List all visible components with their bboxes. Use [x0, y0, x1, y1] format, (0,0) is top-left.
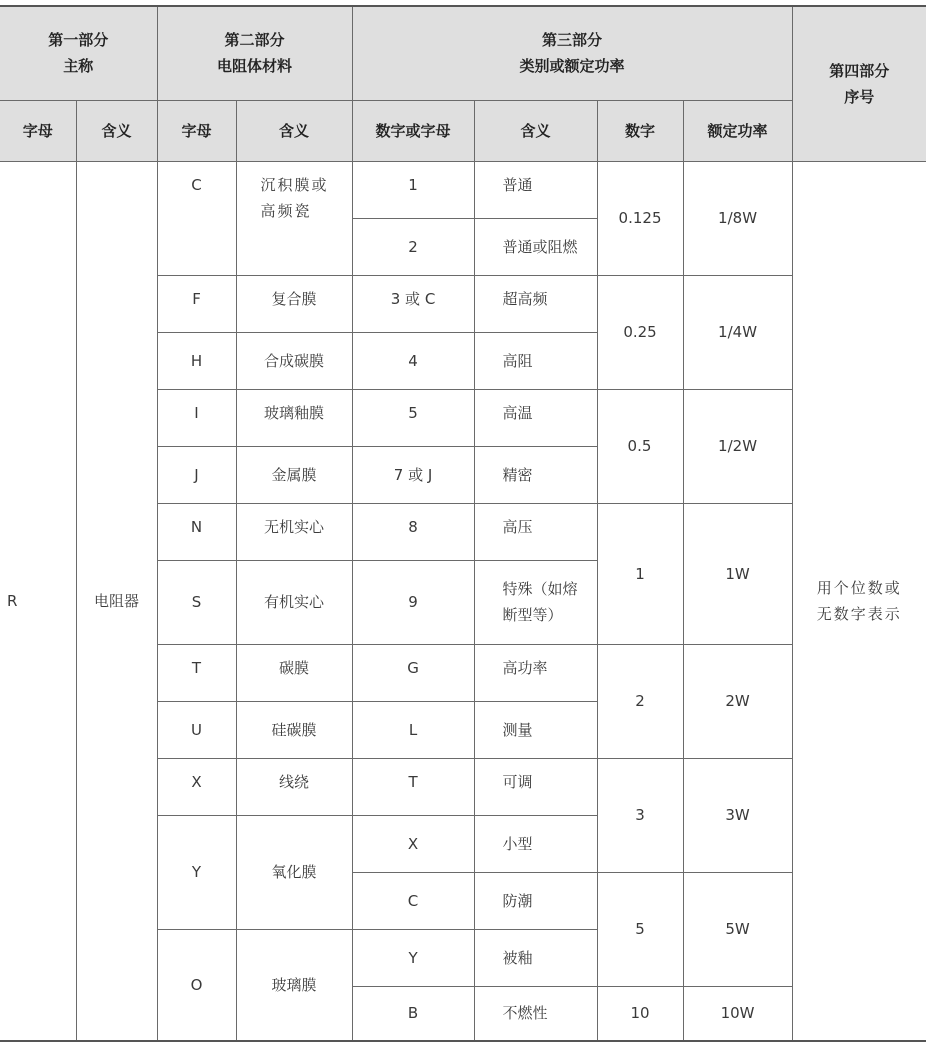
power-rating: 10W — [683, 986, 792, 1041]
material-letter: I — [157, 389, 236, 446]
category-meaning: 测量 — [474, 701, 597, 758]
material-meaning: 氧化膜 — [236, 815, 352, 929]
material-meaning: 无机实心 — [236, 503, 352, 560]
category-meaning: 高阻 — [474, 332, 597, 389]
material-meaning: 合成碳膜 — [236, 332, 352, 389]
material-meaning: 碳膜 — [236, 644, 352, 701]
material-meaning: 玻璃釉膜 — [236, 389, 352, 446]
power-digit: 0.25 — [597, 275, 683, 389]
category-code: Y — [352, 929, 474, 986]
material-letter: F — [157, 275, 236, 332]
part4-text: 用个位数或 无数字表示 — [792, 161, 926, 1041]
col-header-letter-1: 字母 — [0, 100, 76, 161]
material-letter: O — [157, 929, 236, 1041]
category-meaning: 高压 — [474, 503, 597, 560]
material-meaning: 金属膜 — [236, 446, 352, 503]
category-code: B — [352, 986, 474, 1041]
col-header-meaning-1: 含义 — [76, 100, 157, 161]
power-digit: 0.125 — [597, 161, 683, 275]
power-digit: 0.5 — [597, 389, 683, 503]
category-meaning: 高功率 — [474, 644, 597, 701]
category-code: L — [352, 701, 474, 758]
material-letter: Y — [157, 815, 236, 929]
power-rating: 2W — [683, 644, 792, 758]
material-meaning: 线绕 — [236, 758, 352, 815]
category-meaning: 普通 — [474, 161, 597, 218]
material-letter: N — [157, 503, 236, 560]
material-letter: J — [157, 446, 236, 503]
category-code: 5 — [352, 389, 474, 446]
category-code: 4 — [352, 332, 474, 389]
material-meaning: 沉积膜或 高频瓷 — [236, 161, 352, 275]
category-code: G — [352, 644, 474, 701]
category-meaning: 可调 — [474, 758, 597, 815]
part1-letter: R — [0, 161, 76, 1041]
category-code: X — [352, 815, 474, 872]
material-meaning: 硅碳膜 — [236, 701, 352, 758]
material-letter: H — [157, 332, 236, 389]
col-header-meaning-2: 含义 — [236, 100, 352, 161]
col-header-meaning-3: 含义 — [474, 100, 597, 161]
power-rating: 1/2W — [683, 389, 792, 503]
category-meaning: 不燃性 — [474, 986, 597, 1041]
category-meaning: 普通或阻燃 — [474, 218, 597, 275]
power-digit: 2 — [597, 644, 683, 758]
material-letter: T — [157, 644, 236, 701]
material-meaning: 复合膜 — [236, 275, 352, 332]
category-code: T — [352, 758, 474, 815]
power-digit: 5 — [597, 872, 683, 986]
category-meaning: 高温 — [474, 389, 597, 446]
category-code: 1 — [352, 161, 474, 218]
category-meaning: 精密 — [474, 446, 597, 503]
category-code: 3 或 C — [352, 275, 474, 332]
category-code: 7 或 J — [352, 446, 474, 503]
material-letter: X — [157, 758, 236, 815]
category-code: 2 — [352, 218, 474, 275]
part1-meaning: 电阻器 — [76, 161, 157, 1041]
col-header-power: 额定功率 — [683, 100, 792, 161]
power-rating: 1/4W — [683, 275, 792, 389]
header-part2: 第二部分 电阻体材料 — [157, 6, 352, 100]
col-header-code: 数字或字母 — [352, 100, 474, 161]
category-code: 9 — [352, 560, 474, 644]
power-digit: 3 — [597, 758, 683, 872]
category-meaning: 小型 — [474, 815, 597, 872]
material-letter: U — [157, 701, 236, 758]
category-meaning: 被釉 — [474, 929, 597, 986]
power-rating: 3W — [683, 758, 792, 872]
category-code: C — [352, 872, 474, 929]
power-rating: 1/8W — [683, 161, 792, 275]
category-meaning: 超高频 — [474, 275, 597, 332]
material-meaning: 玻璃膜 — [236, 929, 352, 1041]
power-digit: 1 — [597, 503, 683, 644]
header-part1: 第一部分 主称 — [0, 6, 157, 100]
material-meaning: 有机实心 — [236, 560, 352, 644]
category-meaning: 特殊（如熔 断型等） — [474, 560, 597, 644]
material-letter: C — [157, 161, 236, 275]
power-rating: 1W — [683, 503, 792, 644]
power-digit: 10 — [597, 986, 683, 1041]
category-meaning: 防潮 — [474, 872, 597, 929]
category-code: 8 — [352, 503, 474, 560]
material-letter: S — [157, 560, 236, 644]
header-part4: 第四部分 序号 — [792, 6, 926, 161]
col-header-letter-2: 字母 — [157, 100, 236, 161]
power-rating: 5W — [683, 872, 792, 986]
header-part3: 第三部分 类别或额定功率 — [352, 6, 792, 100]
col-header-digit: 数字 — [597, 100, 683, 161]
resistor-naming-table — [0, 5, 926, 1042]
